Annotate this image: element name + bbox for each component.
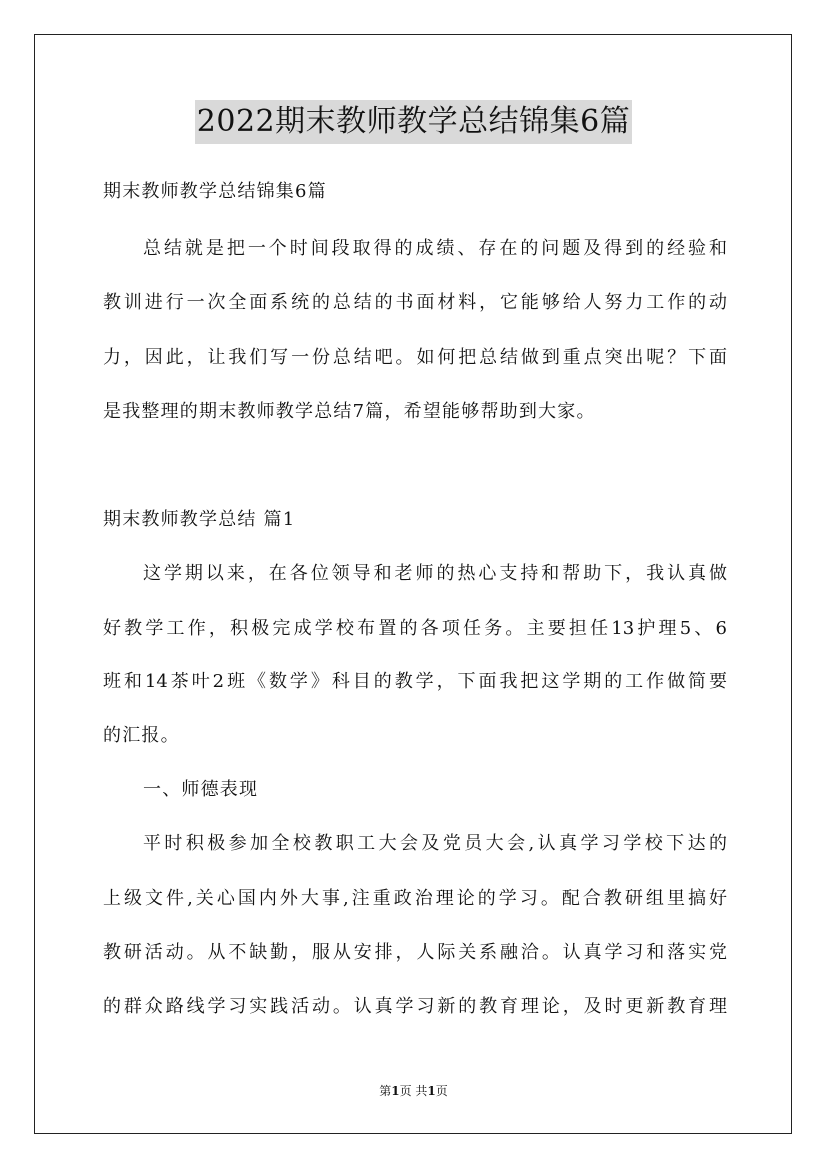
paragraph-line: 这学期以来，在各位领导和老师的热心支持和帮助下，我认真做 [143, 563, 727, 584]
paragraph-line: 上级文件,关心国内外大事,注重政治理论的学习。配合教研组里搞好 [103, 888, 727, 909]
paragraph-line: 班和14茶叶2班《数学》科目的教学，下面我把这学期的工作做简要 [103, 671, 727, 692]
paragraph-line: 力，因此，让我们写一份总结吧。如何把总结做到重点突出呢？下面 [103, 347, 727, 368]
paragraph-line: 的群众路线学习实践活动。认真学习新的教育理论，及时更新教育理 [103, 996, 727, 1017]
page-footer [0, 1083, 827, 1099]
paragraph-line: 的汇报。 [103, 725, 180, 746]
paragraph-line: 总结就是把一个时间段取得的成绩、存在的问题及得到的经验和 [143, 238, 727, 259]
paragraph-line: 好教学工作，积极完成学校布置的各项任务。主要担任13护理5、6 [103, 618, 727, 639]
paragraph-line: 教研活动。从不缺勤，服从安排，人际关系融洽。认真学习和落实党 [103, 942, 727, 963]
page-mid: 页 共 [399, 1084, 428, 1098]
section-heading: 期末教师教学总结 篇1 [103, 509, 296, 530]
subsection-heading: 一、师德表现 [143, 779, 259, 800]
paragraph-line: 平时积极参加全校教职工大会及党员大会,认真学习学校下达的 [143, 833, 727, 854]
subtitle-line: 期末教师教学总结锦集6篇 [103, 181, 327, 202]
page-current: 1 [391, 1084, 400, 1098]
page-suffix: 页 [435, 1084, 448, 1098]
title-container [0, 100, 827, 144]
paragraph-line: 是我整理的期末教师教学总结7篇，希望能够帮助到大家。 [103, 401, 596, 422]
paragraph-line: 教训进行一次全面系统的总结的书面材料，它能够给人努力工作的动 [103, 292, 727, 313]
page-total: 1 [427, 1084, 436, 1098]
page-prefix: 第 [379, 1084, 392, 1098]
document-title: 2022期末教师教学总结锦集6篇 [195, 100, 632, 144]
